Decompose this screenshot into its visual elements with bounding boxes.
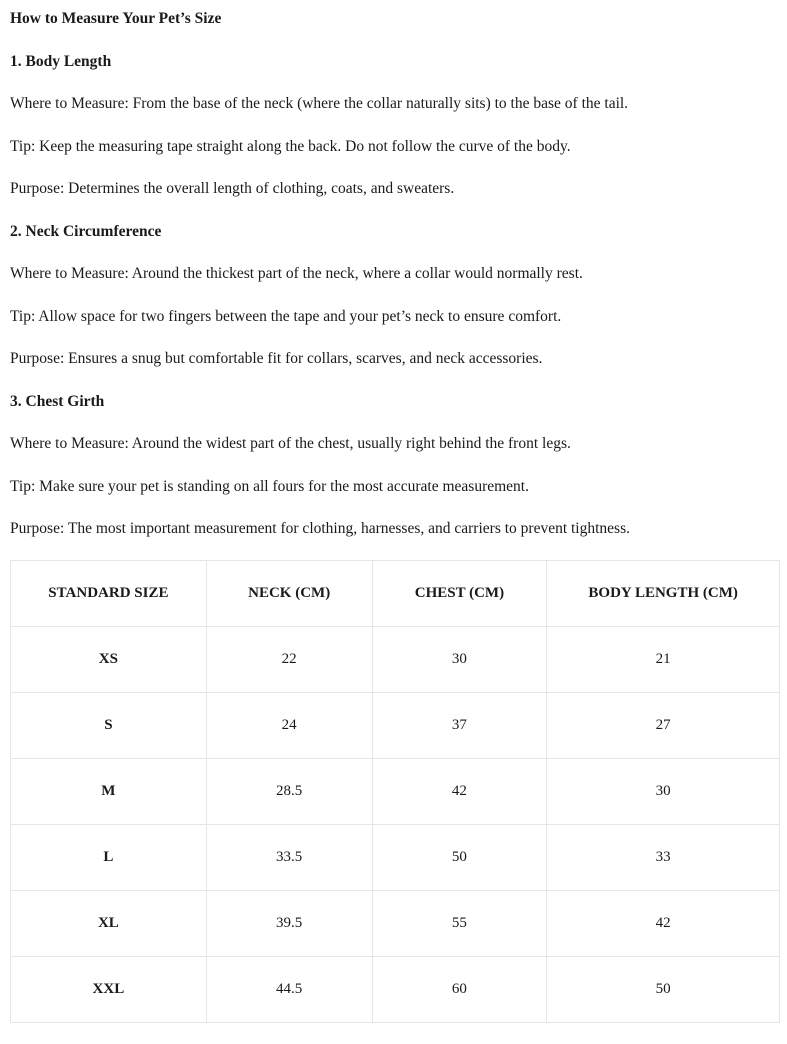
neck-purpose-text: Purpose: Ensures a snug but comfortable fit for collars, scarves, and neck accessories.: [10, 350, 543, 367]
body-length-tip-text: Tip: Keep the measuring tape straight along the back. Do not follow the curve of the body.: [10, 138, 571, 155]
size-cell: M: [11, 759, 207, 825]
body-length-purpose-text: Purpose: Determines the overall length of clothing, coats, and sweaters.: [10, 180, 455, 197]
body-length-cell: 33: [547, 825, 780, 891]
table-row: [11, 759, 780, 825]
section-heading-neck-circumference: 2. Neck Circumference: [10, 223, 162, 240]
neck-tip-text: Tip: Allow space for two fingers between the tape and your pet’s neck to ensure comfort.: [10, 308, 562, 325]
size-cell: XS: [11, 627, 207, 693]
section-heading-body-length: 1. Body Length: [10, 53, 112, 70]
chest-cell: 30: [372, 627, 547, 693]
body-length-cell: 27: [547, 693, 780, 759]
table-row: [11, 693, 780, 759]
chest-cell: 37: [372, 693, 547, 759]
size-cell: XL: [11, 891, 207, 957]
chest-purpose-text: Purpose: The most important measurement for clothing, harnesses, and carriers to prevent tightness.: [10, 520, 630, 537]
body-length-cell: 30: [547, 759, 780, 825]
neck-where-text: Where to Measure: Around the thickest part of the neck, where a collar would normally rest.: [10, 265, 583, 282]
body-length-where-text: Where to Measure: From the base of the neck (where the collar naturally sits) to the base of the tail.: [10, 95, 629, 112]
table-row: [11, 891, 780, 957]
size-cell: L: [11, 825, 207, 891]
neck-cell: 39.5: [206, 891, 372, 957]
chest-cell: 60: [372, 957, 547, 1023]
size-chart-table: [10, 560, 780, 1023]
neck-cell: 33.5: [206, 825, 372, 891]
neck-cell: 24: [206, 693, 372, 759]
body-length-cell: 42: [547, 891, 780, 957]
neck-cell: 28.5: [206, 759, 372, 825]
page-title: How to Measure Your Pet’s Size: [10, 10, 222, 27]
body-length-cell: 50: [547, 957, 780, 1023]
chest-cell: 55: [372, 891, 547, 957]
chest-cell: 50: [372, 825, 547, 891]
table-row: [11, 957, 780, 1023]
table-row: [11, 825, 780, 891]
body-length-cell: 21: [547, 627, 780, 693]
header-chest: CHEST (CM): [372, 561, 547, 627]
table-row: [11, 627, 780, 693]
size-cell: XXL: [11, 957, 207, 1023]
section-heading-chest-girth: 3. Chest Girth: [10, 393, 105, 410]
chest-where-text: Where to Measure: Around the widest part of the chest, usually right behind the front legs.: [10, 435, 571, 452]
neck-cell: 22: [206, 627, 372, 693]
header-standard-size: STANDARD SIZE: [11, 561, 207, 627]
header-neck: NECK (CM): [206, 561, 372, 627]
neck-cell: 44.5: [206, 957, 372, 1023]
size-cell: S: [11, 693, 207, 759]
header-body-length: BODY LENGTH (CM): [547, 561, 780, 627]
chest-cell: 42: [372, 759, 547, 825]
chest-tip-text: Tip: Make sure your pet is standing on all fours for the most accurate measurement.: [10, 478, 529, 495]
table-header-row: [11, 561, 780, 627]
